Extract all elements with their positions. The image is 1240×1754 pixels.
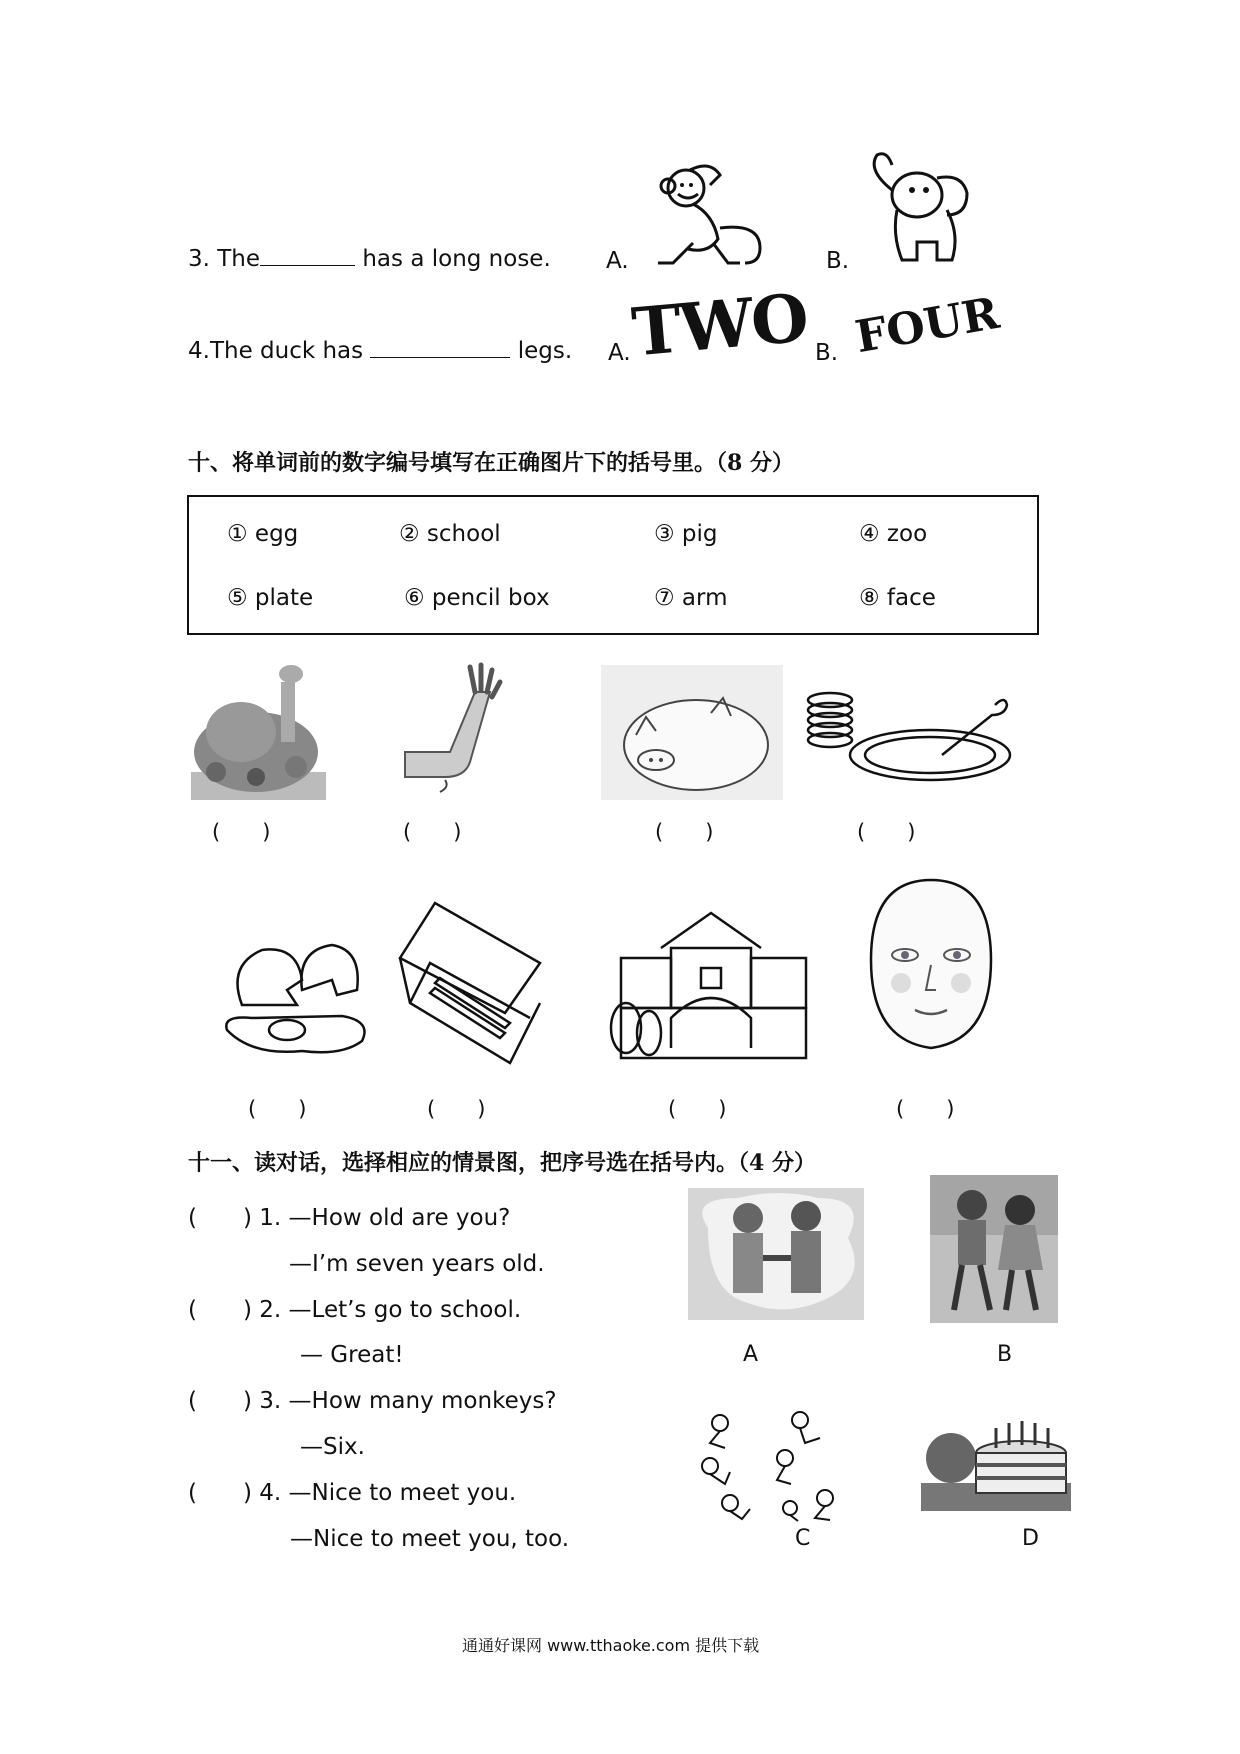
dialog-1-line-2: —I’m seven years old. [289,1251,545,1277]
elephant-picture [862,150,974,268]
answer-paren-5: ( ) [248,1097,307,1121]
pig-picture [601,665,783,800]
answer-bracket: ) [242,1297,252,1323]
question-3 [188,246,551,272]
pencil-box-picture [385,898,545,1065]
question-4-suffix: legs. [517,338,573,364]
dialog-4 [188,1480,516,1506]
answer-bracket: ( [188,1388,197,1414]
dialog-2-line-1: 2. —Let’s go to school. [259,1297,522,1323]
answer-bracket: ) [242,1205,252,1231]
school-picture [601,908,823,1068]
question-3-prefix: 3. The [188,246,261,272]
question-4-option-a-label: A. [608,340,631,366]
face-picture [867,875,995,1053]
question-4 [188,338,572,364]
dialog-4-line-1: 4. —Nice to meet you. [259,1480,517,1506]
scene-d-caption: D [1022,1526,1039,1551]
dialog-3 [188,1388,557,1414]
scene-a-handshake-picture [688,1188,864,1320]
answer-bracket: ( [188,1297,197,1323]
answer-paren-7: ( ) [668,1097,727,1121]
dialog-2 [188,1297,521,1323]
scene-a-caption: A [743,1342,759,1367]
scene-b-walking-picture [930,1175,1058,1323]
word-school: ② school [399,521,501,547]
answer-blank [370,356,510,358]
question-3-option-b-label: B. [826,248,850,274]
dialog-1-line-1: 1. —How old are you? [259,1205,511,1231]
word-egg: ① egg [227,521,299,547]
dialog-4-line-2: —Nice to meet you, too. [290,1526,570,1552]
egg-picture [212,930,377,1060]
answer-bracket: ) [242,1388,252,1414]
word-face: ⑧ face [859,585,936,611]
answer-bracket: ) [242,1480,252,1506]
answer-blank [260,264,355,266]
word-plate: ⑤ plate [227,585,314,611]
section-10-title: 十、将单词前的数字编号填写在正确图片下的括号里。（8 分） [188,450,794,476]
scene-c-monkeys-picture [690,1408,850,1526]
footer-text: 通通好课网 www.tthaoke.com 提供下载 [462,1636,760,1655]
answer-paren-6: ( ) [427,1097,486,1121]
word-two: TWO [628,278,810,372]
word-box [187,495,1039,635]
answer-paren-3: ( ) [655,820,714,844]
monkey-picture [638,158,768,273]
question-4-prefix: 4.The duck has [188,338,364,364]
word-pig: ③ pig [654,521,718,547]
word-pencil-box: ⑥ pencil box [404,585,550,611]
plate-picture [800,680,1015,790]
scene-c-caption: C [795,1526,811,1551]
word-zoo: ④ zoo [859,521,928,547]
question-3-option-a-label: A. [606,248,629,274]
answer-bracket: ( [188,1480,197,1506]
zoo-picture [186,652,331,804]
section-11-title: 十一、读对话，选择相应的情景图，把序号选在括号内。（4 分） [188,1150,816,1176]
dialog-2-line-2: — Great! [300,1342,404,1368]
dialog-3-line-1: 3. —How many monkeys? [259,1388,557,1414]
word-arm: ⑦ arm [654,585,728,611]
scene-b-caption: B [997,1342,1013,1367]
question-3-suffix: has a long nose. [362,246,551,272]
answer-paren-8: ( ) [896,1097,955,1121]
arm-picture [395,662,507,802]
word-four: FOUR [851,287,1003,364]
dialog-1 [188,1205,510,1231]
answer-paren-1: ( ) [212,820,271,844]
dialog-3-line-2: —Six. [300,1434,365,1460]
question-4-option-b-label: B. [815,340,839,366]
answer-bracket: ( [188,1205,197,1231]
scene-d-birthday-picture [921,1403,1071,1511]
answer-paren-4: ( ) [857,820,916,844]
answer-paren-2: ( ) [403,820,462,844]
